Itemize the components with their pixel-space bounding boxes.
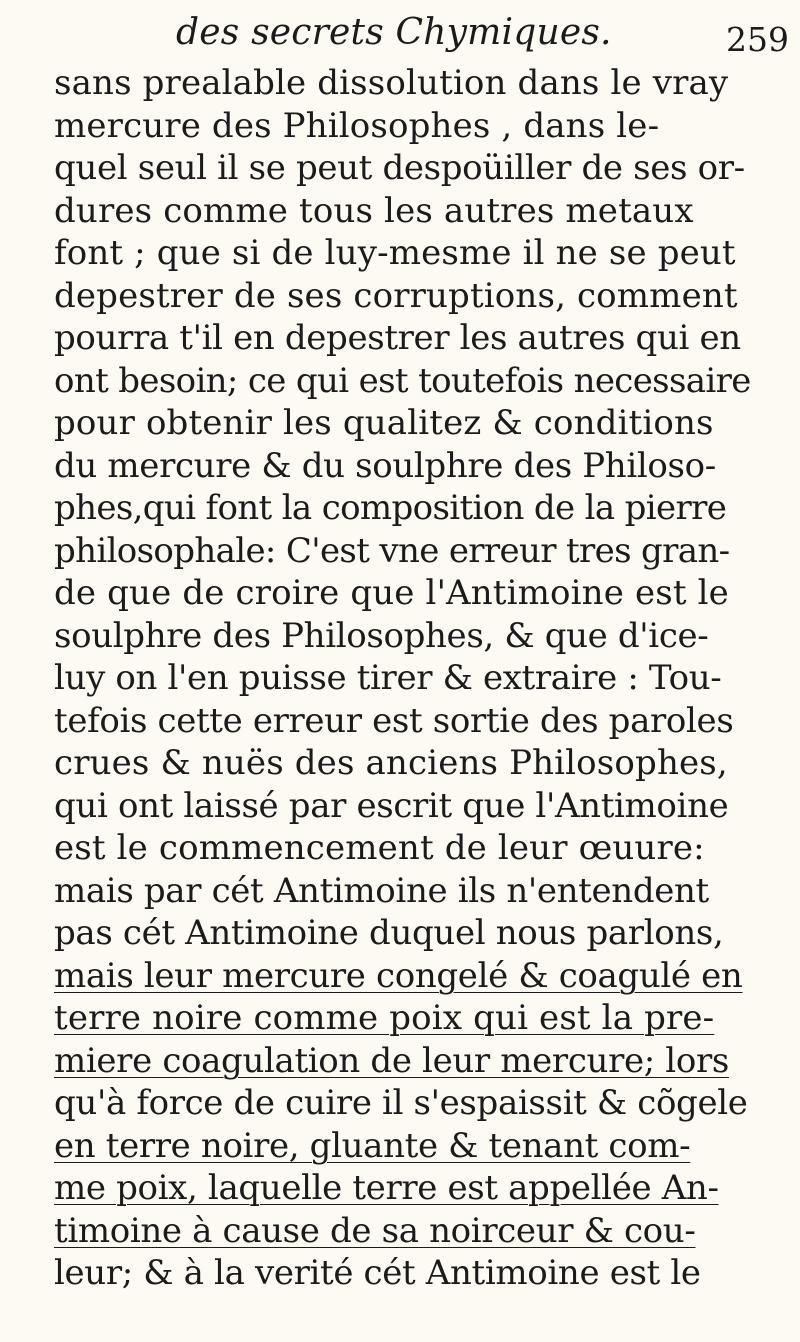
text-line: timoine à cause de sa noirceur & cou- <box>54 1210 696 1251</box>
text-line: est le commencement de leur œuure: <box>54 828 705 868</box>
text-line: soulphre des Philosophes, & que d'ice- <box>54 615 709 656</box>
text-line: terre noire comme poix qui est la pre- <box>54 998 715 1038</box>
text-line: en terre noire, gluante & tenant com- <box>54 1125 691 1166</box>
text-line: miere coagulation de leur mercure; lors <box>54 1040 729 1081</box>
text-line: qui ont laissé par escrit que l'Antimoine <box>54 785 729 826</box>
text-line: qu'à force de cuire il s'espaissit & cõgele <box>54 1083 748 1123</box>
text-line: tefois cette erreur est sortie des paroles <box>54 700 734 741</box>
text-line: mercure des Philosophes , dans le- <box>54 105 660 146</box>
text-line: leur; & à la verité cét Antimoine est le <box>54 1253 701 1293</box>
text-line: pas cét Antimoine duquel nous parlons, <box>54 913 724 953</box>
text-line: phes,qui font la composition de la pierre <box>54 488 727 528</box>
page-number: 259 <box>726 20 789 59</box>
text-line: sans prealable dissolution dans le vray <box>54 63 729 103</box>
text-line: crues & nuës des anciens Philosophes, <box>54 743 728 783</box>
page-header <box>0 8 800 59</box>
text-line: depestrer de ses corruptions, comment <box>54 275 738 316</box>
text-line: font ; que si de luy-mesme il ne se peut <box>54 233 736 273</box>
text-line: mais leur mercure congelé & coagulé en <box>54 955 743 996</box>
text-line: philosophale: C'est vne erreur tres gran- <box>54 530 730 571</box>
text-line: luy on l'en puisse tirer & extraire : Tou- <box>54 658 722 698</box>
text-line: pourra t'il en depestrer les autres qui en <box>54 318 741 358</box>
text-line: du mercure & du soulphre des Philoso- <box>54 445 716 486</box>
text-line: pour obtenir les qualitez & conditions <box>54 403 714 443</box>
text-line: ont besoin; ce qui est toutefois necessaire <box>54 360 751 401</box>
body-text <box>54 62 774 1295</box>
text-line: dures comme tous les autres metaux <box>54 190 694 231</box>
text-line: de que de croire que l'Antimoine est le <box>54 573 729 613</box>
running-title: des secrets Chymiques. <box>176 12 612 53</box>
text-line: quel seul il se peut despoüiller de ses or- <box>54 148 745 188</box>
text-line: mais par cét Antimoine ils n'entendent <box>54 870 709 911</box>
text-line: me poix, laquelle terre est appellée An- <box>54 1168 719 1208</box>
